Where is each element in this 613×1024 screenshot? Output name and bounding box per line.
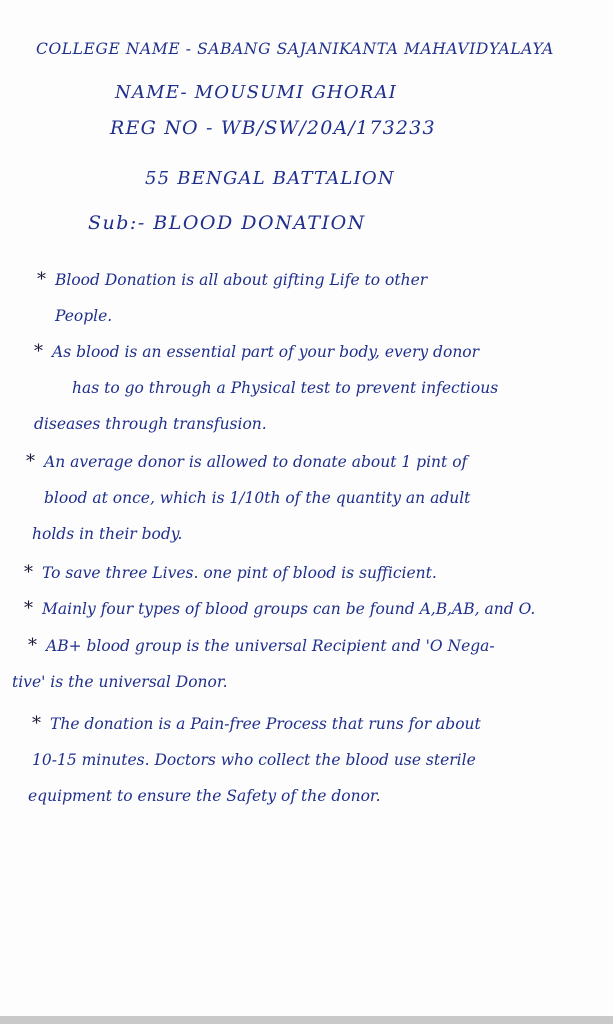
point-line: tive' is the universal Donor. — [12, 673, 228, 691]
bullet-star-icon: * — [28, 635, 37, 656]
point-line: AB+ blood group is the universal Recipient and 'O Nega- — [46, 637, 495, 655]
point-blood-groups — [24, 591, 612, 627]
bullet-star-icon: * — [34, 341, 43, 362]
point-line: An average donor is allowed to donate about 1 pint of — [44, 453, 468, 471]
bullet-star-icon: * — [24, 562, 33, 583]
point-line: diseases through transfusion. — [34, 415, 267, 433]
point-line: As blood is an essential part of your body, every donor — [52, 343, 480, 361]
point-line: 10-15 minutes. Doctors who collect the blood use sterile — [32, 751, 476, 769]
student-name-line: NAME- MOUSUMI GHORAI — [115, 82, 398, 103]
point-line: The donation is a Pain-free Process that runs for about — [50, 715, 481, 733]
point-line: has to go through a Physical test to prevent infectious — [72, 379, 499, 397]
bullet-star-icon: * — [24, 598, 33, 619]
college-name-line: COLLEGE NAME - SABANG SAJANIKANTA MAHAVIDYALAYA — [36, 40, 554, 58]
registration-number-line: REG NO - WB/SW/20A/173233 — [110, 117, 436, 139]
point-line: holds in their body. — [32, 525, 183, 543]
point-physical-test — [34, 334, 607, 442]
battalion-line: 55 BENGAL BATTALION — [145, 168, 395, 189]
point-line: To save three Lives. one pint of blood is sufficient. — [42, 564, 437, 582]
bullet-star-icon: * — [32, 713, 41, 734]
point-line: blood at once, which is 1/10th of the quantity an adult — [44, 489, 471, 507]
point-gifting-life — [37, 262, 613, 334]
point-universal-recipient — [12, 628, 606, 700]
subject-line: Sub:- BLOOD DONATION — [88, 212, 366, 234]
point-pint-of-blood — [26, 444, 604, 552]
point-line: People. — [55, 307, 113, 325]
page-edge-band — [0, 1016, 613, 1024]
bullet-star-icon: * — [37, 269, 46, 290]
point-save-three-lives — [24, 555, 612, 591]
bullet-star-icon: * — [26, 451, 35, 472]
point-pain-free-process — [28, 706, 610, 814]
point-line: equipment to ensure the Safety of the donor. — [28, 787, 381, 805]
point-line: Mainly four types of blood groups can be found A,B,AB, and O. — [42, 600, 536, 618]
point-line: Blood Donation is all about gifting Life to other — [55, 271, 428, 289]
